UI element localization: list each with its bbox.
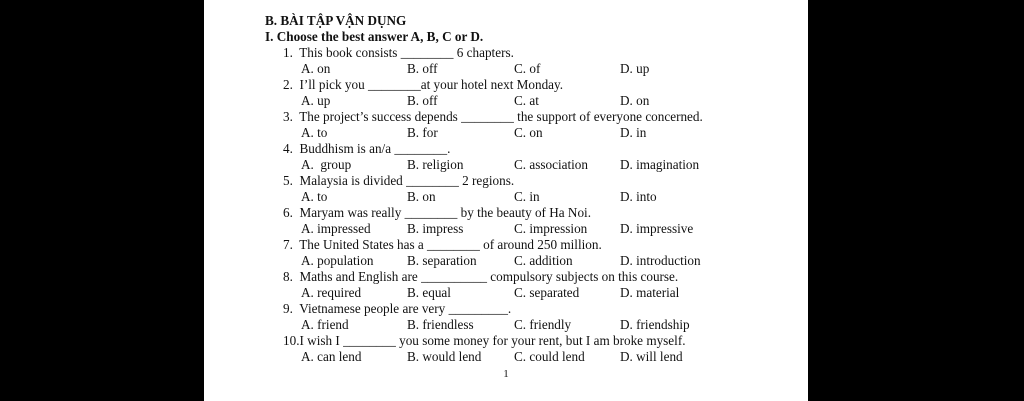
question-7: 7. The United States has a ________ of around 250 million.	[283, 237, 602, 252]
question-2-option-a: A. up	[301, 93, 331, 108]
question-2: 2. I’ll pick you ________at your hotel next Monday.	[283, 77, 564, 92]
question-2-option-d: D. on	[620, 93, 650, 108]
question-5: 5. Malaysia is divided ________ 2 regions.	[283, 173, 515, 188]
question-1-option-a: A. on	[301, 61, 331, 76]
question-2-option-b: B. off	[407, 93, 438, 108]
question-8-option-c: C. separated	[514, 285, 580, 300]
question-7-option-b: B. separation	[407, 253, 477, 268]
question-8: 8. Maths and English are __________ compulsory subjects on this course.	[283, 269, 679, 284]
question-4-option-d: D. imagination	[620, 157, 700, 172]
question-5-option-c: C. in	[514, 189, 540, 204]
question-9: 9. Vietnamese people are very _________.	[283, 301, 512, 316]
question-10-option-b: B. would lend	[407, 349, 482, 364]
question-6-option-a: A. impressed	[301, 221, 371, 236]
instruction: I. Choose the best answer A, B, C or D.	[265, 29, 484, 44]
question-6: 6. Maryam was really ________ by the beauty of Ha Noi.	[283, 205, 592, 220]
question-10-option-c: C. could lend	[514, 349, 585, 364]
question-4-option-a: A. group	[301, 157, 352, 172]
question-7-option-c: C. addition	[514, 253, 573, 268]
question-10-option-d: D. will lend	[620, 349, 683, 364]
question-10: 10.I wish I ________ you some money for your rent, but I am broke myself.	[283, 333, 686, 348]
question-5-option-d: D. into	[620, 189, 657, 204]
question-9-option-a: A. friend	[301, 317, 349, 332]
question-10-option-a: A. can lend	[301, 349, 362, 364]
question-6-option-c: C. impression	[514, 221, 588, 236]
question-4-option-b: B. religion	[407, 157, 464, 172]
question-1-option-d: D. up	[620, 61, 650, 76]
question-7-option-a: A. population	[301, 253, 374, 268]
question-2-option-c: C. at	[514, 93, 539, 108]
question-3-option-c: C. on	[514, 125, 543, 140]
question-4: 4. Buddhism is an/a ________.	[283, 141, 451, 156]
question-9-option-b: B. friendless	[407, 317, 474, 332]
question-3-option-a: A. to	[301, 125, 328, 140]
question-1-option-c: C. of	[514, 61, 541, 76]
section-title: B. BÀI TẬP VẬN DỤNG	[265, 13, 407, 28]
page-number: 1	[503, 368, 509, 380]
question-1: 1. This book consists ________ 6 chapters.	[283, 45, 514, 60]
question-8-option-a: A. required	[301, 285, 362, 300]
question-7-option-d: D. introduction	[620, 253, 701, 268]
document-page	[204, 0, 808, 401]
question-3-option-d: D. in	[620, 125, 647, 140]
question-1-option-b: B. off	[407, 61, 438, 76]
question-6-option-d: D. impressive	[620, 221, 694, 236]
question-8-option-b: B. equal	[407, 285, 451, 300]
question-5-option-a: A. to	[301, 189, 328, 204]
question-9-option-c: C. friendly	[514, 317, 572, 332]
question-9-option-d: D. friendship	[620, 317, 690, 332]
question-3: 3. The project’s success depends ________ the support of everyone concerned.	[283, 109, 703, 124]
question-3-option-b: B. for	[407, 125, 438, 140]
question-4-option-c: C. association	[514, 157, 588, 172]
question-8-option-d: D. material	[620, 285, 680, 300]
question-5-option-b: B. on	[407, 189, 436, 204]
question-6-option-b: B. impress	[407, 221, 464, 236]
